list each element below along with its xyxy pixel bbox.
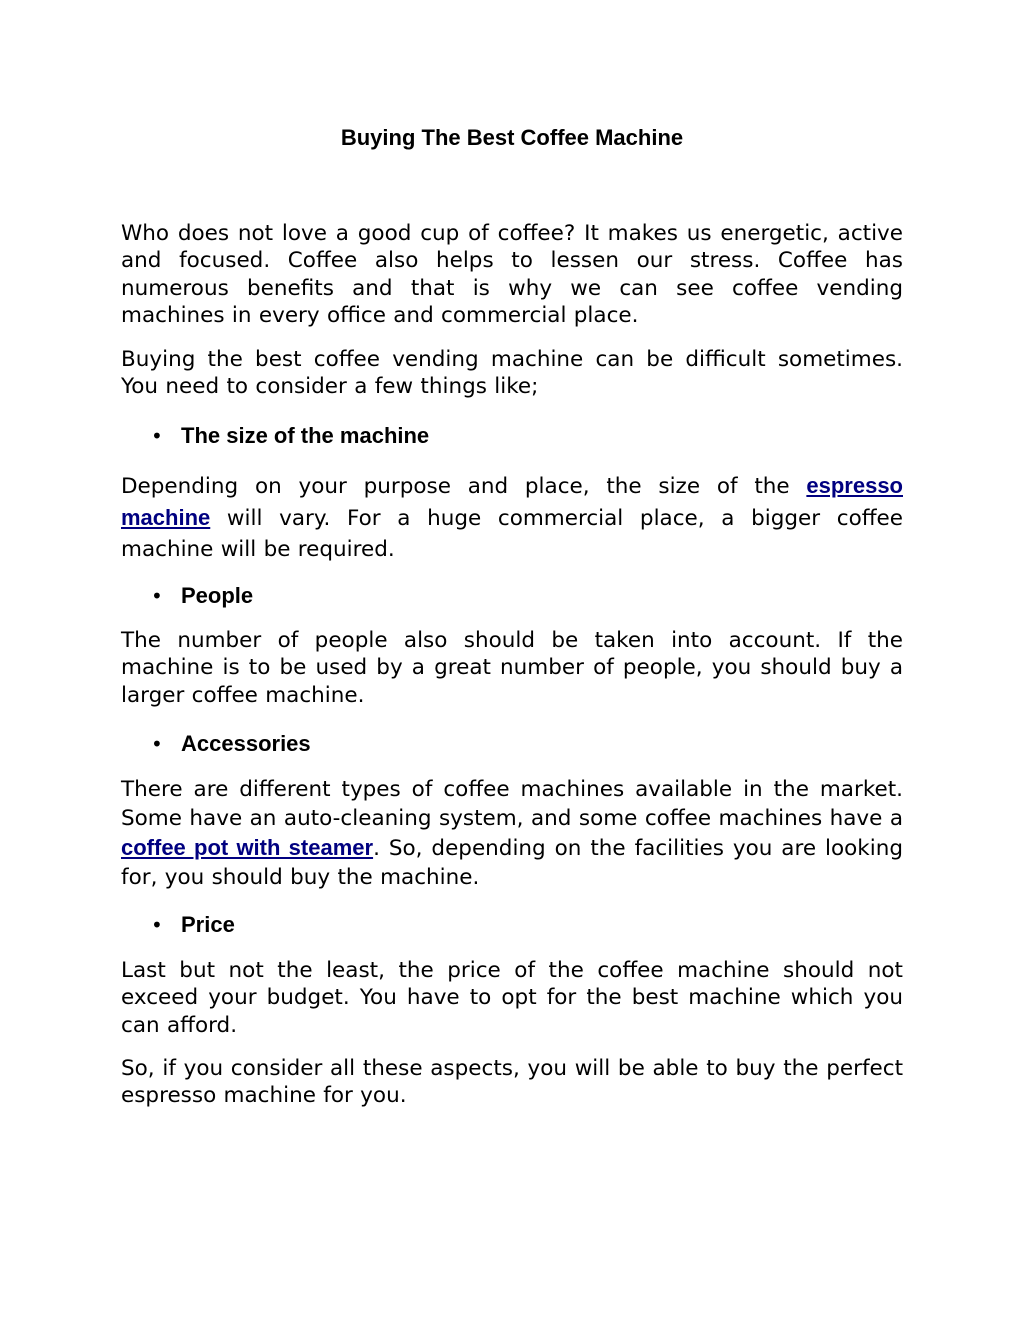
coffee-pot-with-steamer-link[interactable]: coffee pot with steamer xyxy=(121,835,374,860)
section-heading-size: The size of the machine xyxy=(181,423,430,448)
section-heading-accessories: Accessories xyxy=(181,731,311,756)
section-paragraph-size xyxy=(121,470,903,565)
section-text-before-link: Depending on your purpose and place, the size of the xyxy=(121,474,807,499)
section-heading-people: People xyxy=(181,583,254,608)
bullet-icon: • xyxy=(151,424,163,448)
bullet-icon: • xyxy=(151,584,163,608)
intro-paragraph-1: Who does not love a good cup of coffee? It makes us energetic, active and focused. Coffee also helps to lessen our stress. Coffee has numerous benefits and that is why we can see coffee vending machines in every office and commercial place. xyxy=(121,221,903,328)
bullet-icon: • xyxy=(151,732,163,756)
section-paragraph-accessories xyxy=(121,775,903,892)
section-text-before-link: There are different types of coffee machines available in the market. Some have an auto-cleaning system, and some coffee machines have a xyxy=(121,777,903,831)
intro-paragraph-2: Buying the best coffee vending machine can be difficult sometimes. You need to consider a few things like; xyxy=(121,347,903,400)
section-heading-price: Price xyxy=(181,912,235,937)
section-paragraph-people: The number of people also should be taken into account. If the machine is to be used by a great number of people, you should buy a larger coffee machine. xyxy=(121,628,903,708)
espresso-machine-link[interactable]: espresso machine xyxy=(121,473,903,530)
section-paragraph-price: Last but not the least, the price of the coffee machine should not exceed your budget. You have to opt for the best machine which you can afford. xyxy=(121,958,903,1038)
section-text-after-link: . So, depending on the facilities you are looking for, you should buy the machine. xyxy=(121,836,903,890)
bullet-icon: • xyxy=(151,913,163,937)
closing-paragraph: So, if you consider all these aspects, you will be able to buy the perfect espresso machine for you. xyxy=(121,1056,903,1109)
section-text-after-link: will vary. For a huge commercial place, a bigger coffee machine will be required. xyxy=(121,506,903,562)
document-title: Buying The Best Coffee Machine xyxy=(340,125,684,150)
